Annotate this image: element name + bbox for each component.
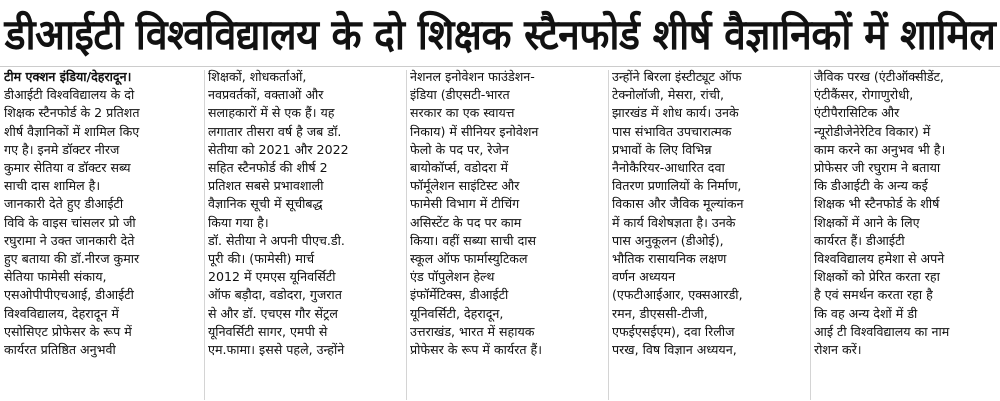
article-text-line: रोशन करें। [814,342,862,358]
article-text-line: फेलो के पद पर, रेजेन [410,141,509,157]
article-text-line: नवप्रवर्तकों, वक्ताओं और [208,87,324,103]
article-text-line: ऑफ बड़ौदा, वडोदरा, गुजरात [208,287,342,303]
article-text-line: बायोकॉर्प्स, वडोदरा में [410,160,509,176]
article-text-line: रघुरामा ने उक्त जानकारी देते [4,232,135,248]
article-text-line: कि डीआईटी के अन्य कई [814,178,928,194]
article-text-line: 2012 में एमएस यूनिवर्सिटी [208,269,336,285]
article-text-line: कार्यरत हैं। डीआईटी [814,232,905,248]
article-text-line: से और डॉ. एचएस गौर सेंट्रल [208,305,338,321]
article-text-line: सहित स्टैनफोर्ड की शीर्ष 2 [208,160,328,176]
article-text-line: शिक्षक स्टैनफोर्ड के 2 प्रतिशत [4,105,140,121]
article-text-line: शीर्ष वैज्ञानिकों में शामिल किए [4,123,140,139]
article-text-line: यूनिवर्सिटी, देहरादून, [410,305,504,321]
article-text-line: सलाहकारों में से एक हैं। यह [208,105,335,121]
article-text-line: हुए बताया की डॉ.नीरज कुमार [4,251,140,267]
article-text-line: प्रभावों के लिए विभिन्न [612,141,712,157]
article-text-line: एम.फामा। इससे पहले, उन्होंने [208,342,345,358]
article-text-line: इंफॉर्मेटिक्स, डीआईटी [410,287,509,303]
article-text-line: आई टी विश्वविद्यालय का नाम [814,323,950,339]
article-text-line: परख, विष विज्ञान अध्ययन, [612,342,737,358]
article-text-line: यूनिवर्सिटी सागर, एमपी से [208,323,328,339]
article-text-line: पास अनुकूलन (डीओई), [612,232,724,248]
article-text-line: कि वह अन्य देशों में डी [814,305,918,321]
article-text-line: विश्वविद्यालय हमेशा से अपने [814,251,945,267]
article-text-line: भौतिक रासायनिक लक्षण [612,251,727,267]
article-text-line: निकाय) में सीनियर इनोवेशन [410,123,539,139]
article-text-line: एसओपीपीएचआई, डीआईटी [4,287,134,303]
article-text-line: शिक्षकों में आने के लिए [814,214,920,230]
article-text-line: असिस्टेंट के पद पर काम [410,214,522,230]
headline: डीआईटी विश्वविद्यालय के दो शिक्षक स्टैनफोर्ड शीर्ष वैज्ञानिकों में शामिल [4,9,996,59]
article-text-line: (एफटीआईआर, एक्सआरडी, [612,287,743,303]
article-text-line: वितरण प्रणालियों के निर्माण, [612,178,742,194]
byline: टीम एक्शन इंडिया/देहरादून। [4,69,132,84]
article-text-line: कुमार सेतिया व डॉक्टर सब्य [4,160,131,176]
article-text-line: काम करने का अनुभव भी है। [814,141,946,157]
article-text-line: एफईएसईएम), दवा रिलीज [612,323,735,339]
article-text-line: में कार्य विशेषज्ञता है। उनके [612,214,736,230]
article-column-3 [410,68,606,401]
article-text-line: जानकारी देते हुए डीआईटी [4,196,124,212]
article-text-line: नैनोकैरियर-आधारित दवा [612,160,725,176]
article-text-line: एसोसिएट प्रोफेसर के रूप में [4,323,132,339]
article-text-line: इंडिया (डीएसटी-भारत [410,87,510,103]
article-text-line: विश्वविद्यालय, देहरादून में [4,305,119,321]
article-text-line: सरकार का एक स्वायत्त [410,105,515,121]
article-text-line: वर्णन अध्ययन [612,269,676,285]
article-column-4 [612,68,808,401]
column-divider [608,70,609,400]
article-text-line: डॉ. सेतीया ने अपनी पीएच.डी. [208,232,345,248]
article-text-line: जैविक परख (एंटीऑक्सीडेंट, [814,69,944,84]
article-text-line: न्यूरोडीजेनेरेटिव विकार) में [814,123,931,139]
article-text-line: डीआईटी विश्वविद्यालय के दो [4,87,135,103]
article-column-2 [208,68,404,401]
article-text-line: विकास और जैविक मूल्यांकन [612,196,744,212]
article-text-line: एंड पॉपुलेशन हेल्थ [410,269,495,285]
article-text-line: साची दास शामिल है। [4,178,101,194]
article-text-line: सेतिया फामेसी संकाय, [4,269,107,285]
article-text-line: है एवं समर्थन करता रहा है [814,287,933,303]
article-text-line: शिक्षकों को प्रेरित करता रहा [814,269,940,285]
article-column-1 [4,68,200,401]
column-divider [810,70,811,400]
article-text-line: किया गया है। [208,214,269,230]
article-text-line: प्रोफेसर जी रघुराम ने बताया [814,160,941,176]
article-text-line: फॉर्मूलेशन साइंटिस्ट और [410,178,520,194]
article-text-line: शिक्षक भी स्टैनफोर्ड के शीर्ष [814,196,940,212]
article-text-line: उन्होंने बिरला इंस्टीट्यूट ऑफ [612,69,742,84]
article-text-line: झारखंड में शोध कार्य। उनके [612,105,739,121]
article-text-line: लगातार तीसरा वर्ष है जब डॉ. [208,123,342,139]
article-text-line: पास संभावित उपचारात्मक [612,123,732,139]
article-text-line: प्रतिशत सबसे प्रभावशाली [208,178,324,194]
article-text-line: प्रोफेसर के रूप में कार्यरत हैं। [410,342,542,358]
article-text-line: पूरी की। (फामेसी) मार्च [208,251,315,267]
article-text-line: फामेसी विभाग में टीचिंग [410,196,520,212]
article-text-line: स्कूल ऑफ फार्मास्युटिकल [410,251,528,267]
article-text-line: एंटीकैंसर, रोगाणुरोधी, [814,87,914,103]
article-text-line: शिक्षकों, शोधकर्ताओं, [208,69,307,84]
article-text-line: रमन, डीएससी-टीजी, [612,305,708,321]
article-text-line: किया। वहीं सब्या साची दास [410,232,537,248]
article-body [0,68,1000,401]
article-text-line: कार्यरत प्रतिष्ठित अनुभवी [4,342,116,358]
article-text-line: सेतीया को 2021 और 2022 [208,141,349,157]
article-text-line: वैज्ञानिक सूची में सूचीबद्ध [208,196,323,212]
headline-divider [0,66,1000,67]
article-column-5 [814,68,996,401]
article-text-line: एंटीपैरासिटिक और [814,105,900,121]
article-text-line: टेक्नोलॉजी, मेसरा, रांची, [612,87,725,103]
column-divider [406,70,407,400]
column-divider [204,70,205,400]
article-text-line: नेशनल इनोवेशन फाउंडेशन- [410,69,535,84]
article-text-line: विवि के वाइस चांसलर प्रो जी [4,214,136,230]
article-text-line: गए है। इनमे डॉक्टर नीरज [4,141,120,157]
article-text-line: उत्तराखंड, भारत में सहायक [410,323,535,339]
